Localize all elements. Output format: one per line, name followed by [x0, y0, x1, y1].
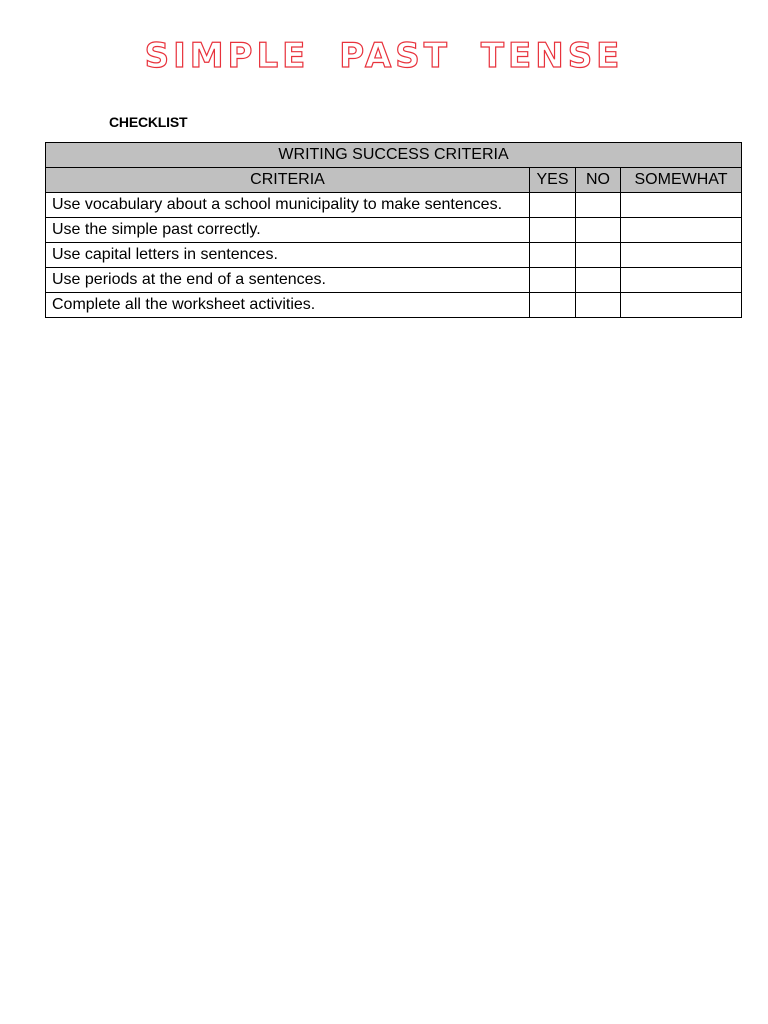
- somewhat-cell[interactable]: [621, 218, 742, 243]
- table-caption-row: [46, 143, 742, 168]
- criteria-cell: Use the simple past correctly.: [46, 218, 530, 243]
- somewhat-cell[interactable]: [621, 268, 742, 293]
- somewhat-cell[interactable]: [621, 293, 742, 318]
- criteria-cell: Use capital letters in sentences.: [46, 243, 530, 268]
- checklist-label: CHECKLIST: [109, 114, 188, 130]
- criteria-cell: Complete all the worksheet activities.: [46, 293, 530, 318]
- no-cell[interactable]: [576, 193, 621, 218]
- table-row: [46, 193, 742, 218]
- column-header-criteria: CRITERIA: [46, 168, 530, 193]
- column-header-somewhat: SOMEWHAT: [621, 168, 742, 193]
- column-header-yes: YES: [530, 168, 576, 193]
- criteria-cell: Use vocabulary about a school municipality to make sentences.: [46, 193, 530, 218]
- no-cell[interactable]: [576, 268, 621, 293]
- table-row: [46, 293, 742, 318]
- success-criteria-table: [45, 142, 742, 318]
- criteria-cell: Use periods at the end of a sentences.: [46, 268, 530, 293]
- somewhat-cell[interactable]: [621, 193, 742, 218]
- yes-cell[interactable]: [530, 293, 576, 318]
- yes-cell[interactable]: [530, 268, 576, 293]
- page-title: SIMPLE PAST TENSE: [144, 36, 624, 76]
- no-cell[interactable]: [576, 293, 621, 318]
- table-row: [46, 218, 742, 243]
- no-cell[interactable]: [576, 243, 621, 268]
- table-row: [46, 268, 742, 293]
- column-header-no: NO: [576, 168, 621, 193]
- table-caption-header: WRITING SUCCESS CRITERIA: [46, 143, 742, 168]
- somewhat-cell[interactable]: [621, 243, 742, 268]
- yes-cell[interactable]: [530, 193, 576, 218]
- yes-cell[interactable]: [530, 218, 576, 243]
- no-cell[interactable]: [576, 218, 621, 243]
- table-column-header-row: [46, 168, 742, 193]
- table-row: [46, 243, 742, 268]
- yes-cell[interactable]: [530, 243, 576, 268]
